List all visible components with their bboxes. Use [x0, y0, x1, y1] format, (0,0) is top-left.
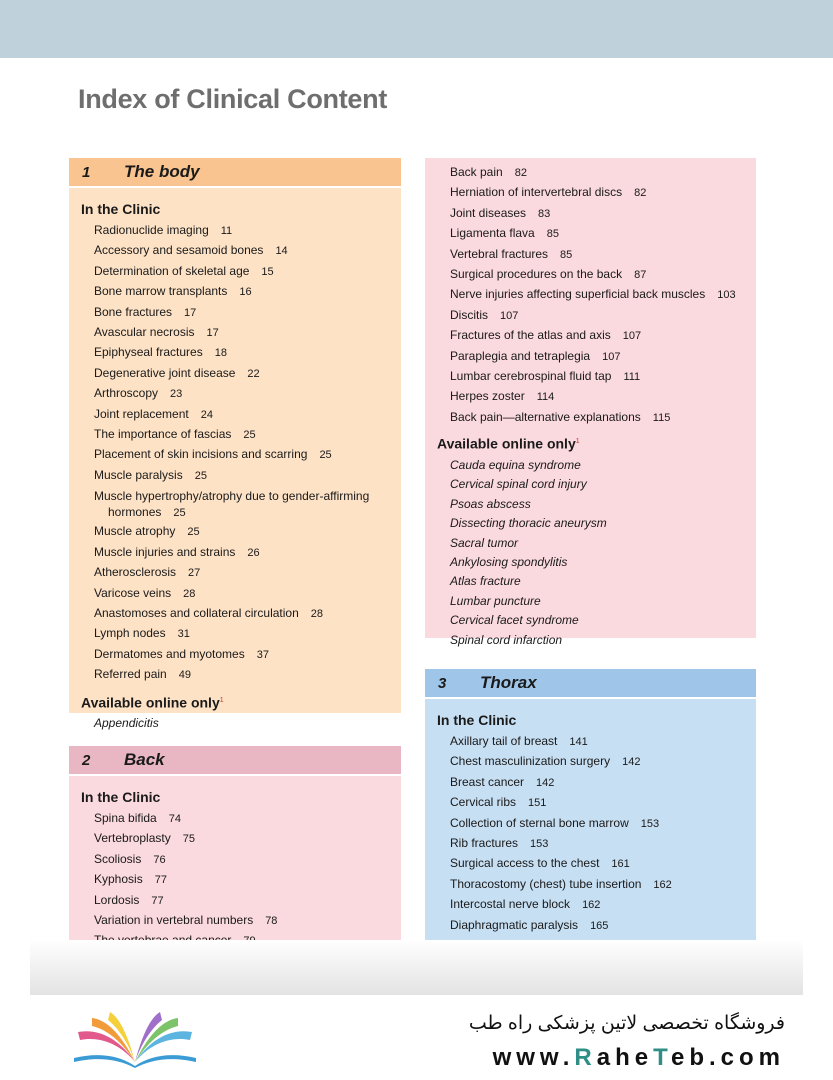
entry-page-number: 14: [275, 245, 288, 258]
entry-page-number: 142: [536, 776, 555, 789]
index-entry: [94, 891, 401, 911]
entry-title: Accessory and sesamoid bones: [94, 243, 264, 258]
entry-title: Surgical access to the chest: [450, 856, 600, 871]
index-entry: [94, 829, 401, 849]
page-title: Index of Clinical Content: [78, 84, 388, 114]
entry-title-continued: hormones: [108, 505, 162, 520]
store-name-persian: فروشگاه تخصصی لاتین پزشکی راه طب: [468, 1013, 785, 1034]
index-entry: [94, 323, 401, 343]
index-entry: [450, 732, 756, 752]
chapter-3-title: Thorax: [480, 673, 537, 692]
index-entry: [450, 572, 756, 591]
entry-page-number: 107: [622, 330, 642, 343]
index-entry: [450, 408, 756, 428]
entry-page-number: 11: [220, 225, 233, 237]
chapter-1-clinic-list: [94, 221, 401, 686]
entry-title: Radionuclide imaging: [94, 223, 209, 237]
entry-title: Muscle atrophy: [94, 524, 176, 539]
index-entry: [94, 850, 401, 870]
entry-title: Bone fractures: [94, 304, 173, 319]
entry-page-number: 25: [194, 469, 207, 482]
book-logo-icon: [70, 1010, 200, 1068]
index-entry: [94, 405, 401, 425]
chapter-3-panel: [425, 669, 756, 964]
index-entry: [94, 645, 401, 665]
index-entry: [94, 486, 401, 522]
entry-title: Vertebroplasty: [94, 831, 171, 846]
index-entry: [450, 387, 756, 407]
chapter-1-body: [69, 188, 401, 731]
chapter-2-online-list: [450, 456, 756, 650]
index-entry: [450, 367, 756, 387]
entry-title: Paraplegia and tetraplegia: [450, 348, 591, 363]
entry-page-number: 141: [569, 736, 588, 748]
chapter-1-title: The body: [124, 162, 200, 181]
entry-title: Placement of skin incisions and scarring: [94, 447, 308, 462]
entry-page-number: 153: [530, 838, 549, 851]
entry-title: Cervical ribs: [450, 795, 517, 810]
chapter-1-online-list: [94, 714, 401, 733]
index-entry: [450, 183, 756, 203]
entry-page-number: 25: [243, 429, 256, 442]
entry-title: Back pain—alternative explanations: [450, 409, 641, 424]
entry-title: Discitis: [450, 307, 488, 322]
entry-title: Cervical facet syndrome: [450, 613, 579, 628]
entry-page-number: 85: [546, 228, 559, 241]
index-entry: [450, 752, 756, 772]
index-entry: [450, 814, 756, 834]
entry-title: Breast cancer: [450, 774, 525, 789]
chapter-1-panel: [69, 158, 401, 731]
chapter-2-continued-list: [450, 163, 756, 428]
entry-title: Back pain: [450, 165, 503, 179]
entry-page-number: 85: [560, 248, 573, 261]
chapter-3-body: [425, 699, 756, 964]
index-entry: [94, 563, 401, 583]
entry-title: Avascular necrosis: [94, 325, 195, 340]
entry-title: Referred pain: [94, 667, 167, 682]
entry-title: Anastomoses and collateral circulation: [94, 605, 299, 620]
entry-page-number: 26: [247, 546, 260, 559]
entry-title: Atlas fracture: [450, 574, 521, 589]
entry-title: Diaphragmatic paralysis: [450, 917, 579, 932]
entry-page-number: 76: [153, 853, 166, 866]
index-entry: [450, 204, 756, 224]
entry-title: Joint replacement: [94, 406, 189, 421]
index-entry: [450, 793, 756, 813]
entry-page-number: 25: [319, 449, 332, 462]
entry-title: Appendicitis: [94, 716, 159, 731]
index-entry: [450, 326, 756, 346]
index-entry: [94, 543, 401, 563]
entry-page-number: 165: [590, 919, 609, 932]
index-entry: [94, 343, 401, 363]
entry-page-number: 87: [634, 269, 647, 282]
in-clinic-heading: In the Clinic: [81, 789, 161, 805]
entry-title: Determination of skeletal age: [94, 263, 250, 278]
entry-page-number: 142: [622, 756, 641, 769]
index-entry: [450, 773, 756, 793]
chapter-2-body: [69, 776, 401, 965]
entry-title: Cervical spinal cord injury: [450, 477, 587, 492]
index-entry: [94, 262, 401, 282]
entry-title: Muscle paralysis: [94, 467, 183, 482]
index-entry: [94, 303, 401, 323]
entry-page-number: 111: [623, 371, 641, 384]
chapter-1-number: 1: [82, 163, 91, 181]
entry-page-number: 103: [717, 289, 736, 302]
index-entry: [450, 265, 756, 285]
entry-title: Herniation of intervertebral discs: [450, 185, 623, 200]
entry-page-number: 77: [151, 894, 164, 907]
entry-title: Epiphyseal fractures: [94, 345, 203, 360]
entry-title: Varicose veins: [94, 585, 172, 600]
chapter-2-panel: [69, 746, 401, 965]
entry-title: Variation in vertebral numbers: [94, 913, 254, 928]
entry-page-number: 49: [178, 669, 191, 682]
entry-page-number: 15: [261, 265, 274, 278]
entry-title: Kyphosis: [94, 872, 143, 887]
index-entry: [450, 611, 756, 630]
index-entry: [450, 834, 756, 854]
entry-page-number: 115: [652, 411, 671, 424]
entry-page-number: 83: [538, 207, 551, 220]
online-only-heading: Available online only$^1$: [81, 694, 224, 711]
entry-page-number: 162: [582, 899, 601, 912]
index-entry: [94, 665, 401, 685]
entry-title: Dermatomes and myotomes: [94, 646, 245, 661]
entry-title: Thoracostomy (chest) tube insertion: [450, 876, 642, 891]
entry-page-number: 162: [653, 878, 672, 891]
entry-page-number: 78: [265, 915, 278, 928]
index-entry: [450, 592, 756, 611]
index-entry: [450, 916, 756, 936]
index-entry: [94, 221, 401, 241]
entry-title: Spinal cord infarction: [450, 632, 563, 647]
entry-title: Cauda equina syndrome: [450, 457, 581, 472]
entry-page-number: 25: [173, 507, 186, 520]
entry-page-number: 28: [310, 607, 324, 620]
index-entry: [94, 584, 401, 604]
index-entry: [450, 895, 756, 915]
chapter-3-number: 3: [438, 674, 447, 692]
index-entry: [94, 624, 401, 644]
entry-title: Axillary tail of breast: [450, 734, 558, 748]
index-entry: [94, 425, 401, 445]
entry-page-number: 18: [214, 347, 227, 360]
index-entry: [94, 870, 401, 890]
index-entry: [94, 809, 401, 829]
entry-title: Fractures of the atlas and axis: [450, 328, 611, 343]
entry-page-number: 161: [611, 858, 630, 871]
entry-title: Atherosclerosis: [94, 565, 177, 580]
entry-title: Bone marrow transplants: [94, 284, 228, 299]
entry-title: Collection of sternal bone marrow: [450, 815, 629, 830]
index-entry: [94, 241, 401, 261]
index-entry: [450, 306, 756, 326]
entry-title: Psoas abscess: [450, 496, 531, 511]
entry-page-number: 22: [247, 367, 260, 380]
entry-page-number: 75: [182, 833, 195, 846]
entry-title: Lumbar puncture: [450, 593, 541, 608]
entry-title: Spina bifida: [94, 811, 157, 825]
entry-page-number: 24: [200, 408, 213, 421]
index-entry: [94, 364, 401, 384]
index-entry: [450, 553, 756, 572]
entry-page-number: 153: [640, 817, 660, 830]
index-entry: [94, 466, 401, 486]
entry-page-number: 151: [528, 797, 547, 810]
footer-shade: [30, 940, 803, 995]
chapter-3-header: [425, 669, 756, 697]
entry-page-number: 107: [500, 309, 519, 322]
entry-title: Lordosis: [94, 892, 140, 907]
entry-page-number: 107: [602, 350, 621, 363]
top-band: [0, 0, 833, 58]
entry-page-number: 77: [154, 874, 167, 887]
index-entry: [450, 534, 756, 553]
index-entry: [94, 522, 401, 542]
in-clinic-heading: In the Clinic: [437, 712, 517, 728]
index-entry: [450, 631, 756, 650]
entry-title: Ankylosing spondylitis: [450, 554, 568, 569]
entry-page-number: 25: [187, 526, 200, 539]
entry-page-number: 37: [256, 648, 269, 661]
index-entry: [450, 456, 756, 475]
entry-title: Joint diseases: [450, 205, 527, 220]
entry-page-number: 27: [188, 567, 201, 580]
entry-title: Muscle hypertrophy/atrophy due to gender-affirming: [94, 489, 370, 504]
index-entry: [450, 475, 756, 494]
index-entry: [94, 384, 401, 404]
chapter-2-header: [69, 746, 401, 774]
index-entry: [450, 875, 756, 895]
entry-title: Herpes zoster: [450, 389, 525, 404]
entry-title: Ligamenta flava: [450, 226, 535, 241]
entry-page-number: 82: [514, 167, 527, 179]
index-entry: [94, 445, 401, 465]
entry-title: Lymph nodes: [94, 626, 166, 641]
entry-page-number: 82: [634, 187, 647, 200]
entry-title: Scoliosis: [94, 851, 142, 866]
index-entry: [450, 495, 756, 514]
entry-title: Sacral tumor: [450, 535, 519, 550]
entry-page-number: 114: [536, 391, 555, 404]
index-entry: [450, 163, 756, 183]
chapter-2-number: 2: [82, 751, 91, 769]
in-clinic-heading: In the Clinic: [81, 201, 161, 217]
index-entry: [450, 245, 756, 265]
index-entry: [450, 347, 756, 367]
index-entry: [94, 911, 401, 931]
entry-title: Rib fractures: [450, 836, 519, 851]
entry-title: Vertebral fractures: [450, 246, 549, 261]
entry-title: Intercostal nerve block: [450, 897, 571, 912]
index-entry: [94, 282, 401, 302]
entry-page-number: 17: [206, 327, 219, 340]
index-entry: [450, 854, 756, 874]
index-entry: [450, 285, 756, 305]
entry-title: Surgical procedures on the back: [450, 267, 623, 282]
entry-title: The importance of fascias: [94, 427, 232, 442]
index-entry: [450, 514, 756, 533]
entry-title: Chest masculinization surgery: [450, 754, 611, 769]
entry-page-number: 16: [239, 286, 252, 299]
entry-page-number: 28: [183, 587, 196, 600]
entry-page-number: 17: [184, 306, 197, 319]
store-url[interactable]: www.RaheTeb.com: [492, 1044, 785, 1071]
chapter-2-title: Back: [124, 750, 165, 769]
chapter-2-continued-panel: [425, 158, 756, 647]
index-entry: [94, 604, 401, 624]
entry-page-number: 74: [168, 813, 181, 825]
entry-title: Lumbar cerebrospinal fluid tap: [450, 369, 612, 384]
entry-title: Muscle injuries and strains: [94, 544, 236, 559]
entry-page-number: 23: [170, 388, 183, 401]
entry-title: Dissecting thoracic aneurysm: [450, 516, 607, 531]
index-entry: [94, 714, 401, 733]
chapter-1-header: [69, 158, 401, 186]
entry-title: Nerve injuries affecting superficial back muscles: [450, 287, 706, 302]
entry-title: Degenerative joint disease: [94, 365, 236, 380]
online-only-heading: Available online only$^1$: [437, 435, 580, 452]
index-entry: [450, 224, 756, 244]
entry-title: Arthroscopy: [94, 386, 159, 401]
entry-page-number: 31: [177, 628, 190, 641]
